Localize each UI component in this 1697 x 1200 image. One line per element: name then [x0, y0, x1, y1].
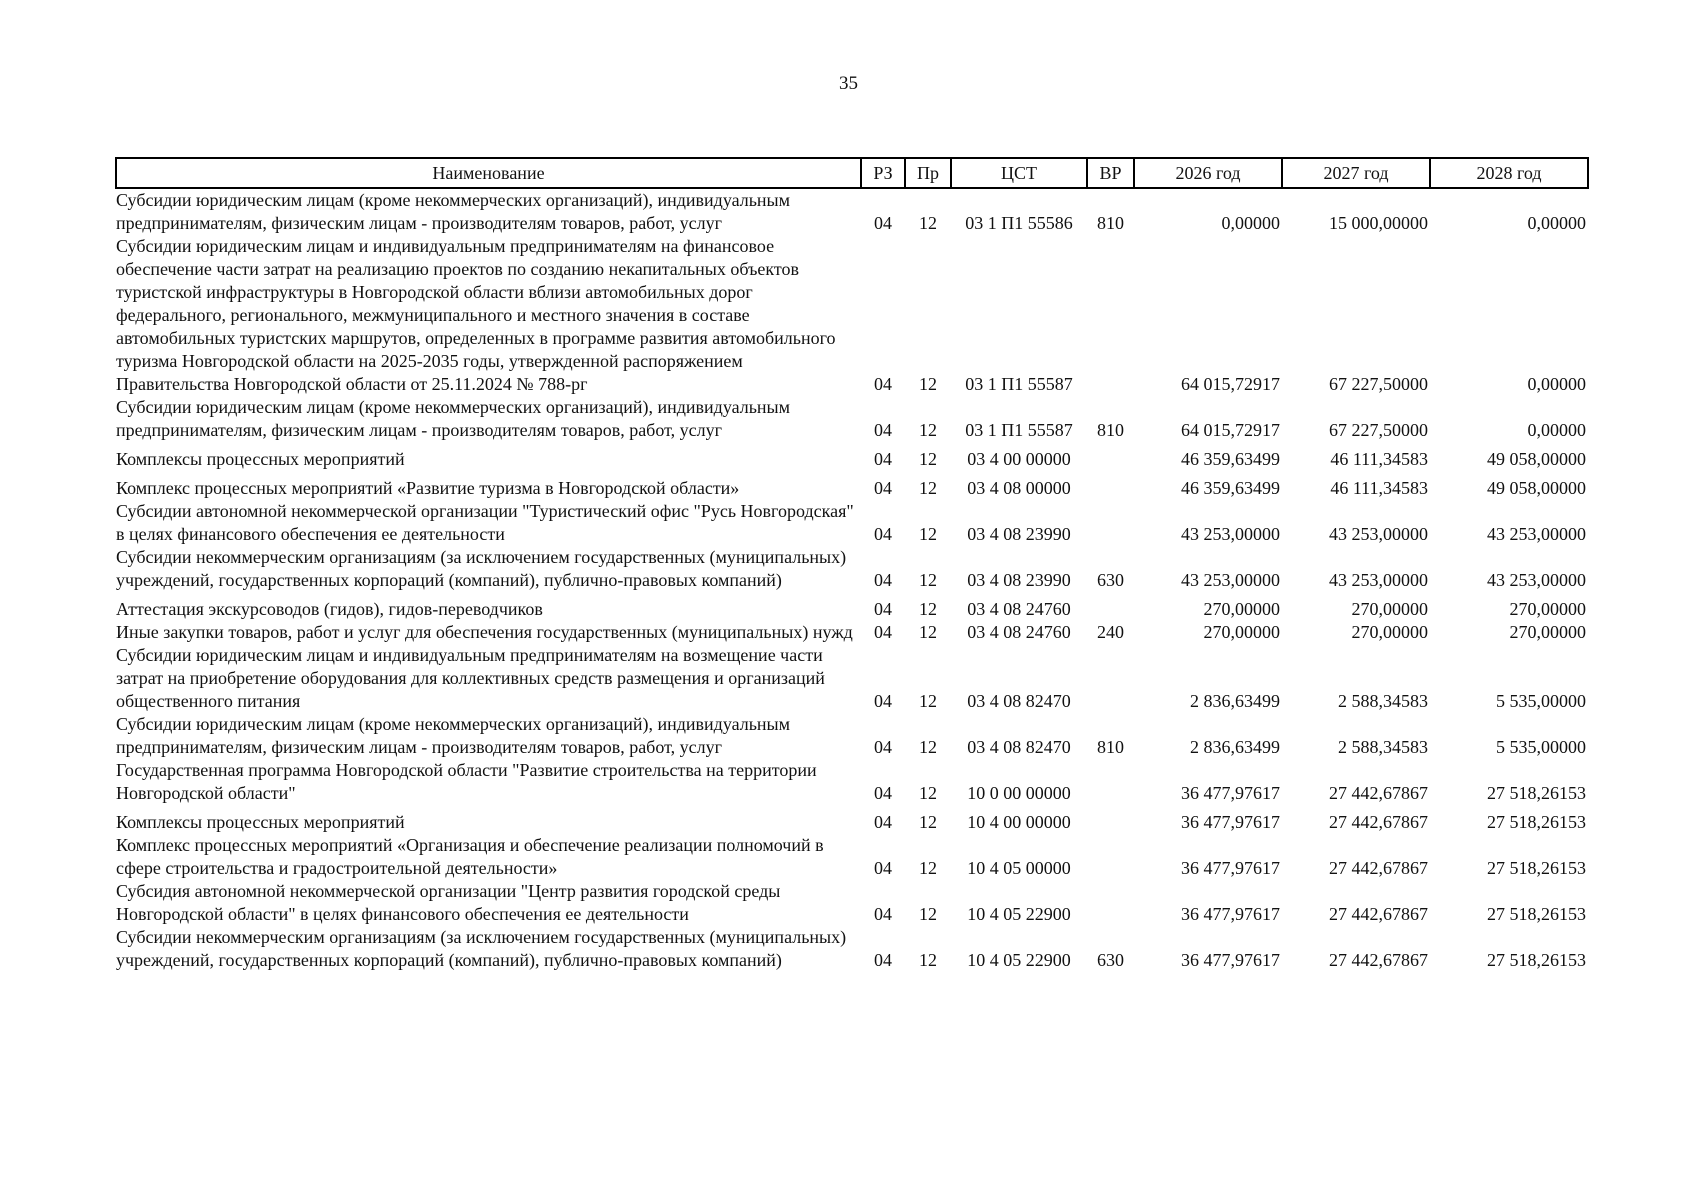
row-rz: 04 [874, 420, 892, 440]
row-rz: 04 [874, 374, 892, 394]
row-cst: 03 4 08 82470 [967, 691, 1071, 711]
row-amount-2026: 46 359,63499 [1181, 449, 1280, 469]
row-amount-2026: 64 015,72917 [1181, 420, 1280, 440]
row-amount-2026: 36 477,97617 [1181, 904, 1280, 924]
row-amount-2027: 46 111,34583 [1330, 449, 1428, 469]
row-amount-2026: 36 477,97617 [1181, 950, 1280, 970]
row-vr: 630 [1097, 950, 1124, 970]
row-rz: 04 [874, 737, 892, 757]
row-cst: 03 4 00 00000 [967, 449, 1071, 469]
row-pr: 12 [919, 570, 937, 590]
table-row [116, 621, 1588, 644]
row-cst: 03 4 08 00000 [967, 478, 1071, 498]
header-year-2028: 2028 год [1430, 158, 1588, 188]
row-name: Комплексы процессных мероприятий [116, 812, 405, 832]
row-vr: 240 [1097, 622, 1124, 642]
budget-table [115, 157, 1589, 972]
row-cst: 03 4 08 23990 [967, 524, 1071, 544]
table-row [116, 926, 1588, 972]
row-pr: 12 [919, 622, 937, 642]
row-amount-2026: 2 836,63499 [1190, 691, 1280, 711]
row-amount-2026: 270,00000 [1203, 599, 1280, 619]
row-name: Комплекс процессных мероприятий «Организация и обеспечение реализации полномочий в сфере строительства и градостроительной деятельности» [116, 835, 824, 878]
header-year-2027: 2027 год [1282, 158, 1430, 188]
row-cst: 03 1 П1 55586 [965, 213, 1073, 233]
row-cst: 03 1 П1 55587 [965, 374, 1073, 394]
row-vr [1087, 235, 1134, 396]
row-amount-2027: 27 442,67867 [1329, 812, 1428, 832]
row-rz: 04 [874, 783, 892, 803]
table-row [116, 546, 1588, 592]
table-row [116, 471, 1588, 500]
row-amount-2026: 43 253,00000 [1181, 524, 1280, 544]
row-amount-2028: 43 253,00000 [1487, 524, 1586, 544]
row-amount-2026: 2 836,63499 [1190, 737, 1280, 757]
row-vr: 810 [1097, 737, 1124, 757]
row-amount-2027: 43 253,00000 [1329, 524, 1428, 544]
row-pr: 12 [919, 420, 937, 440]
row-amount-2028: 0,00000 [1527, 213, 1586, 233]
row-name: Аттестация экскурсоводов (гидов), гидов-переводчиков [116, 599, 543, 619]
row-amount-2028: 43 253,00000 [1487, 570, 1586, 590]
row-name: Субсидии автономной некоммерческой организации "Туристический офис "Русь Новгородская" в целях финансового обеспечения ее деятельности [116, 501, 854, 544]
row-rz: 04 [874, 213, 892, 233]
table-row [116, 442, 1588, 471]
table-row [116, 500, 1588, 546]
header-vr: ВР [1087, 158, 1134, 188]
row-amount-2027: 27 442,67867 [1329, 783, 1428, 803]
row-vr: 810 [1097, 420, 1124, 440]
header-pr: Пр [905, 158, 951, 188]
row-name: Субсидии юридическим лицам и индивидуальным предпринимателям на финансовое обеспечение части затрат на реализацию проектов по созданию некапитальных объектов туристской инфраструктуры в Новгородской области вблизи автомобильных дорог федерального, регионального, межмуниципального и местного значения в составе автомобильных туристских маршрутов, определенных в программе развития автомобильного туризма Новгородской области на 2025-2035 годы, утвержденной распоряжением Правительства Новгородской области от 25.11.2024 № 788-рг [116, 236, 836, 394]
row-name: Субсидии юридическим лицам (кроме некоммерческих организаций), индивидуальным предпринимателям, физическим лицам - производителям товаров, работ, услуг [116, 714, 791, 757]
row-vr [1087, 442, 1134, 471]
row-vr [1087, 805, 1134, 834]
row-cst: 03 4 08 23990 [967, 570, 1071, 590]
row-amount-2027: 46 111,34583 [1330, 478, 1428, 498]
row-amount-2026: 0,00000 [1221, 213, 1280, 233]
row-cst: 10 4 05 00000 [967, 858, 1071, 878]
table-header [116, 158, 1588, 188]
row-vr [1087, 759, 1134, 805]
row-vr: 630 [1097, 570, 1124, 590]
row-pr: 12 [919, 524, 937, 544]
row-name: Комплекс процессных мероприятий «Развитие туризма в Новгородской области» [116, 478, 740, 498]
row-vr [1087, 500, 1134, 546]
row-name: Субсидии юридическим лицам (кроме некоммерческих организаций), индивидуальным предпринимателям, физическим лицам - производителям товаров, работ, услуг [116, 190, 791, 233]
row-vr [1087, 880, 1134, 926]
row-amount-2028: 270,00000 [1509, 599, 1586, 619]
row-amount-2027: 27 442,67867 [1329, 858, 1428, 878]
header-name: Наименование [116, 158, 861, 188]
row-cst: 03 4 08 82470 [967, 737, 1071, 757]
row-rz: 04 [874, 691, 892, 711]
table-row [116, 713, 1588, 759]
row-vr [1087, 471, 1134, 500]
row-cst: 10 4 05 22900 [967, 950, 1071, 970]
row-amount-2027: 27 442,67867 [1329, 904, 1428, 924]
row-name: Субсидии юридическим лицам (кроме некоммерческих организаций), индивидуальным предпринимателям, физическим лицам - производителям товаров, работ, услуг [116, 397, 791, 440]
row-amount-2027: 2 588,34583 [1338, 737, 1428, 757]
row-amount-2026: 36 477,97617 [1181, 858, 1280, 878]
row-amount-2028: 0,00000 [1527, 420, 1586, 440]
row-rz: 04 [874, 904, 892, 924]
table-body [116, 188, 1588, 972]
row-rz: 04 [874, 950, 892, 970]
row-amount-2028: 49 058,00000 [1487, 478, 1586, 498]
row-pr: 12 [919, 691, 937, 711]
row-pr: 12 [919, 478, 937, 498]
table-row [116, 396, 1588, 442]
row-rz: 04 [874, 449, 892, 469]
table-row [116, 805, 1588, 834]
row-rz: 04 [874, 858, 892, 878]
row-pr: 12 [919, 737, 937, 757]
row-pr: 12 [919, 599, 937, 619]
row-amount-2027: 27 442,67867 [1329, 950, 1428, 970]
row-rz: 04 [874, 599, 892, 619]
row-pr: 12 [919, 904, 937, 924]
row-amount-2028: 270,00000 [1509, 622, 1586, 642]
table-row [116, 644, 1588, 713]
table-row [116, 592, 1588, 621]
row-cst: 10 4 00 00000 [967, 812, 1071, 832]
row-name: Субсидия автономной некоммерческой организации "Центр развития городской среды Новгородской области" в целях финансового обеспечения ее деятельности [116, 881, 781, 924]
row-amount-2027: 270,00000 [1351, 599, 1428, 619]
row-vr: 810 [1097, 213, 1124, 233]
row-amount-2028: 5 535,00000 [1496, 691, 1586, 711]
row-pr: 12 [919, 374, 937, 394]
row-rz: 04 [874, 524, 892, 544]
row-name: Субсидии юридическим лицам и индивидуальным предпринимателям на возмещение части затрат на приобретение оборудования для коллективных средств размещения и организаций общественного питания [116, 645, 825, 711]
row-amount-2027: 67 227,50000 [1329, 374, 1428, 394]
row-amount-2027: 2 588,34583 [1338, 691, 1428, 711]
row-cst: 03 4 08 24760 [967, 622, 1071, 642]
row-name: Субсидии некоммерческим организациям (за исключением государственных (муниципальных) учреждений, государственных корпораций (компаний), публично-правовых компаний) [116, 927, 847, 970]
row-amount-2028: 27 518,26153 [1487, 783, 1586, 803]
row-pr: 12 [919, 858, 937, 878]
table-row [116, 188, 1588, 235]
row-vr [1087, 834, 1134, 880]
header-year-2026: 2026 год [1134, 158, 1282, 188]
row-amount-2026: 43 253,00000 [1181, 570, 1280, 590]
row-pr: 12 [919, 783, 937, 803]
row-amount-2028: 27 518,26153 [1487, 812, 1586, 832]
table-row [116, 235, 1588, 396]
row-amount-2027: 67 227,50000 [1329, 420, 1428, 440]
row-amount-2028: 0,00000 [1527, 374, 1586, 394]
row-name: Комплексы процессных мероприятий [116, 449, 405, 469]
row-cst: 10 0 00 00000 [967, 783, 1071, 803]
row-amount-2027: 15 000,00000 [1329, 213, 1428, 233]
row-rz: 04 [874, 478, 892, 498]
row-vr [1087, 644, 1134, 713]
header-rz: РЗ [861, 158, 905, 188]
row-name: Иные закупки товаров, работ и услуг для обеспечения государственных (муниципальных) нужд [116, 622, 853, 642]
row-amount-2027: 43 253,00000 [1329, 570, 1428, 590]
row-cst: 03 1 П1 55587 [965, 420, 1073, 440]
row-amount-2026: 270,00000 [1203, 622, 1280, 642]
table-row [116, 759, 1588, 805]
row-rz: 04 [874, 622, 892, 642]
row-pr: 12 [919, 449, 937, 469]
row-amount-2028: 5 535,00000 [1496, 737, 1586, 757]
table-row [116, 834, 1588, 880]
row-pr: 12 [919, 812, 937, 832]
row-amount-2026: 36 477,97617 [1181, 783, 1280, 803]
row-name: Государственная программа Новгородской области "Развитие строительства на территории Новгородской области" [116, 760, 817, 803]
row-rz: 04 [874, 570, 892, 590]
row-vr [1087, 592, 1134, 621]
row-amount-2028: 27 518,26153 [1487, 950, 1586, 970]
row-pr: 12 [919, 213, 937, 233]
row-amount-2026: 46 359,63499 [1181, 478, 1280, 498]
row-pr: 12 [919, 950, 937, 970]
row-rz: 04 [874, 812, 892, 832]
row-name: Субсидии некоммерческим организациям (за исключением государственных (муниципальных) учреждений, государственных корпораций (компаний), публично-правовых компаний) [116, 547, 847, 590]
row-cst: 10 4 05 22900 [967, 904, 1071, 924]
row-amount-2027: 270,00000 [1351, 622, 1428, 642]
row-cst: 03 4 08 24760 [967, 599, 1071, 619]
row-amount-2028: 49 058,00000 [1487, 449, 1586, 469]
row-amount-2026: 64 015,72917 [1181, 374, 1280, 394]
page-number: 35 [839, 73, 858, 94]
row-amount-2028: 27 518,26153 [1487, 904, 1586, 924]
row-amount-2028: 27 518,26153 [1487, 858, 1586, 878]
row-amount-2026: 36 477,97617 [1181, 812, 1280, 832]
table-row [116, 880, 1588, 926]
header-cst: ЦСТ [951, 158, 1087, 188]
